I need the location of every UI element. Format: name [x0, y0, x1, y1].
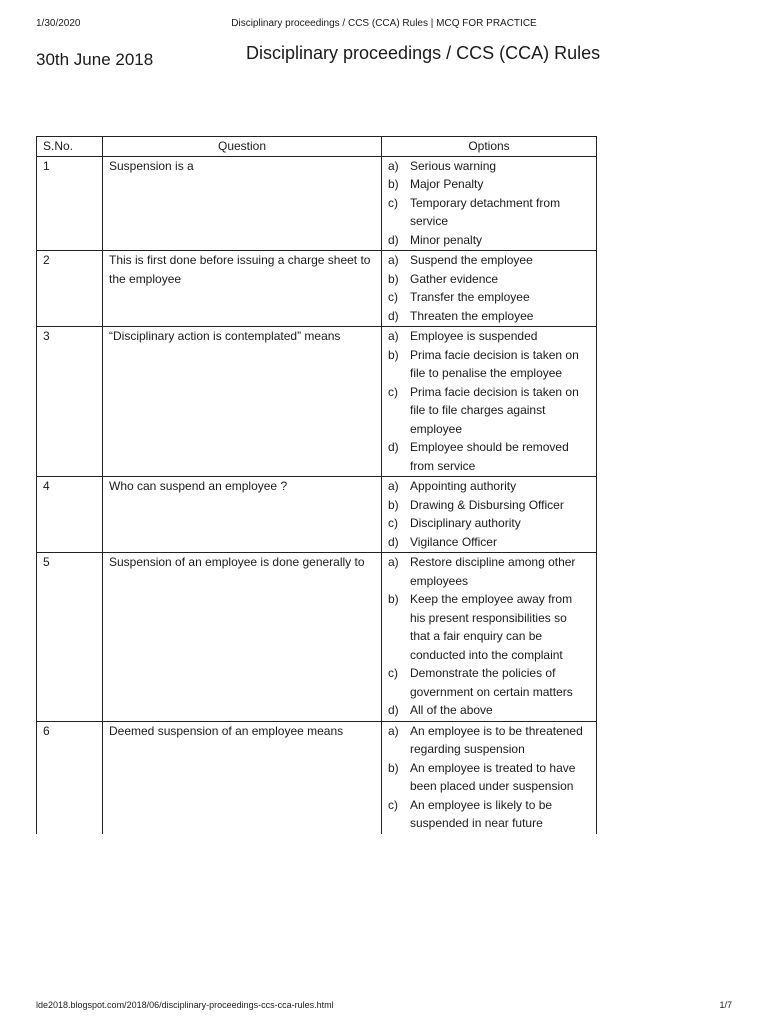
option-text: Employee is suspended [410, 329, 538, 343]
option-letter: a) [388, 723, 399, 738]
option-letter: b) [388, 592, 399, 606]
post-title: Disciplinary proceedings / CCS (CCA) Rules [246, 43, 601, 63]
header-options: Options [382, 137, 597, 157]
option-item [388, 514, 590, 533]
table-row [37, 251, 597, 327]
cell-question: “Disciplinary action is contemplated” means [103, 327, 382, 477]
cell-options [382, 477, 597, 553]
option-letter: c) [388, 797, 398, 812]
option-letter: d) [388, 232, 399, 247]
option-text: Keep the employee away from his present responsibilities so that a fair enquiry can be conducted into the complaint [410, 592, 573, 662]
option-item [388, 438, 590, 475]
option-letter: d) [388, 440, 399, 454]
table-row [37, 327, 597, 477]
option-text: An employee is likely to be suspended in near future [410, 797, 553, 830]
cell-question: Suspension is a [103, 156, 382, 251]
cell-sno: 6 [37, 721, 103, 834]
option-text: Threaten the employee [410, 308, 534, 323]
option-text: Minor penalty [410, 232, 483, 247]
option-item [388, 553, 590, 590]
page-header-title: Disciplinary proceedings / CCS (CCA) Rules | MCQ FOR PRACTICE [231, 18, 537, 29]
option-item [388, 759, 590, 796]
option-letter: d) [388, 703, 399, 717]
option-item [388, 194, 590, 231]
option-letter: a) [388, 253, 399, 267]
option-item [388, 383, 590, 439]
option-text: Employee should be removed from service [410, 440, 569, 473]
option-text: Suspend the employee [410, 253, 533, 267]
table-row [37, 553, 597, 722]
cell-options [382, 721, 597, 834]
option-letter: d) [388, 534, 399, 549]
option-letter: c) [388, 384, 398, 399]
option-item [388, 722, 590, 759]
option-letter: c) [388, 666, 398, 680]
option-text: Drawing & Disbursing Officer [410, 497, 564, 512]
option-letter: a) [388, 479, 399, 493]
cell-sno: 2 [37, 251, 103, 327]
option-letter: c) [388, 195, 398, 210]
option-letter: c) [388, 290, 398, 304]
option-text: Disciplinary authority [410, 516, 521, 530]
option-letter: b) [388, 347, 399, 362]
option-item [388, 251, 590, 270]
option-item [388, 231, 590, 250]
footer-page-number: 1/7 [719, 1000, 732, 1010]
option-text: Temporary detachment from service [410, 195, 561, 228]
option-text: Gather evidence [410, 271, 499, 286]
option-item [388, 327, 590, 346]
option-item [388, 346, 590, 383]
option-item [388, 496, 590, 515]
option-item [388, 307, 590, 326]
table-row [37, 721, 597, 834]
option-text: Vigilance Officer [410, 534, 497, 549]
cell-options [382, 156, 597, 251]
option-text: Major Penalty [410, 177, 484, 191]
cell-sno: 5 [37, 553, 103, 722]
cell-options [382, 553, 597, 722]
table-row [37, 156, 597, 251]
option-text: Prima facie decision is taken on file to file charges against employee [410, 384, 579, 436]
mcq-table [36, 136, 597, 834]
table-body [37, 156, 597, 834]
cell-question: Who can suspend an employee ? [103, 477, 382, 553]
option-letter: d) [388, 308, 399, 323]
option-letter: b) [388, 760, 399, 775]
header-question: Question [103, 137, 382, 157]
footer-url: lde2018.blogspot.com/2018/06/disciplinary-proceedings-ccs-cca-rules.html [36, 1000, 334, 1010]
option-item [388, 664, 590, 701]
table-row [37, 477, 597, 553]
option-item [388, 701, 590, 720]
option-text: All of the above [410, 703, 493, 717]
option-text: Serious warning [410, 158, 497, 173]
option-text: Restore discipline among other employees [410, 555, 576, 588]
cell-sno: 3 [37, 327, 103, 477]
header-sno: S.No. [37, 137, 103, 157]
cell-options [382, 251, 597, 327]
option-text: An employee is to be threatened regarding suspension [410, 723, 583, 756]
option-text: An employee is treated to have been placed under suspension [410, 760, 576, 793]
print-date: 1/30/2020 [36, 18, 81, 29]
option-text: Demonstrate the policies of government on certain matters [410, 666, 573, 699]
option-item [388, 477, 590, 496]
cell-sno: 1 [37, 156, 103, 251]
option-text: Appointing authority [410, 479, 517, 493]
option-letter: a) [388, 158, 399, 173]
option-text: Transfer the employee [410, 290, 530, 304]
option-item [388, 270, 590, 289]
table-header-row [37, 137, 597, 157]
option-item [388, 590, 590, 664]
option-letter: b) [388, 271, 399, 286]
option-item [388, 533, 590, 552]
cell-question: Suspension of an employee is done generally to [103, 553, 382, 722]
option-letter: a) [388, 329, 399, 343]
option-letter: a) [388, 555, 399, 569]
option-item [388, 175, 590, 194]
post-date: 30th June 2018 [36, 50, 154, 69]
cell-question: Deemed suspension of an employee means [103, 721, 382, 834]
cell-question: This is first done before issuing a charge sheet to the employee [103, 251, 382, 327]
cell-sno: 4 [37, 477, 103, 553]
option-item [388, 796, 590, 833]
option-text: Prima facie decision is taken on file to penalise the employee [410, 347, 579, 380]
option-letter: c) [388, 516, 398, 530]
option-item [388, 157, 590, 176]
option-letter: b) [388, 177, 399, 191]
option-item [388, 288, 590, 307]
cell-options [382, 327, 597, 477]
option-letter: b) [388, 497, 399, 512]
